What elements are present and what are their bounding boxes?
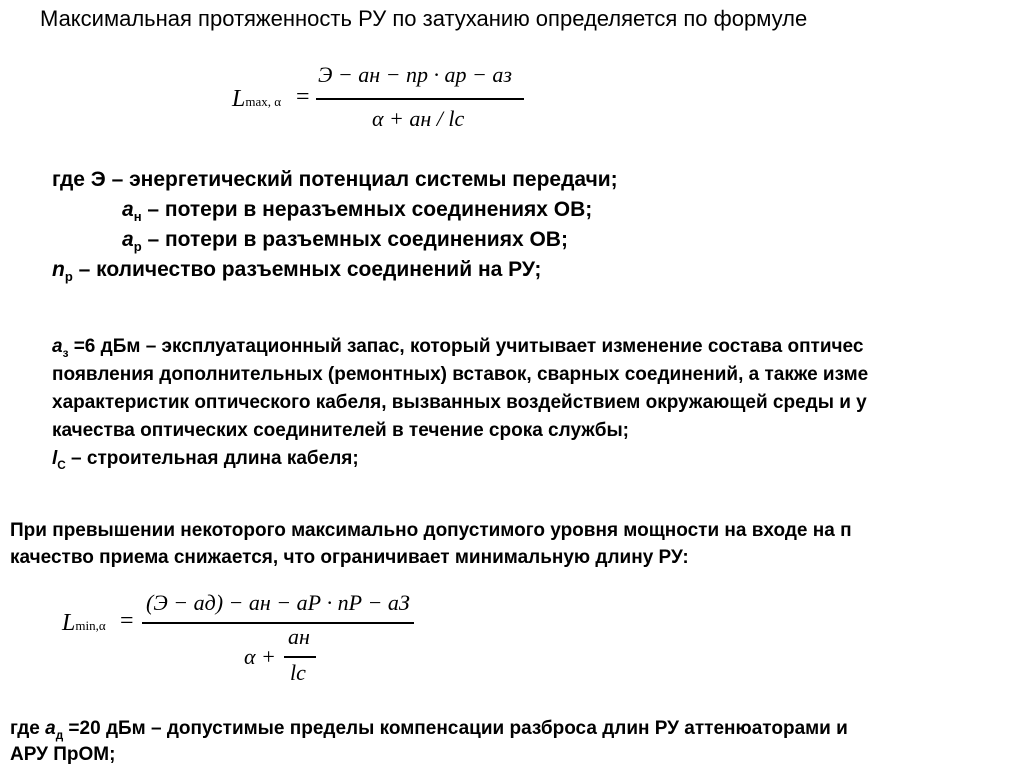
def-an [122, 198, 592, 224]
def-ap-symbol: а [122, 228, 134, 251]
lmin-numerator: (Э − aд) − aн − aР · nР − aЗ [146, 590, 410, 615]
lmax-fraction-bar [316, 98, 524, 100]
az-line-3: характеристик оптического кабеля, вызванных воздействием окружающей среды и у [52, 392, 867, 413]
lmin-lhs [62, 610, 106, 637]
lc-subscript: С [57, 458, 66, 472]
footer-prefix: где [10, 718, 46, 739]
lmin-subscript: min,α [75, 618, 106, 633]
lmin-equals: = [120, 608, 134, 634]
az-line-1-text: =6 дБм – эксплуатационный запас, который учитывает изменение состава оптичес [68, 336, 864, 357]
footer-line-2: АРУ ПрОМ; [10, 744, 116, 765]
def-ap-text: – потери в разъемных соединениях ОВ; [141, 228, 568, 251]
lmin-den-denominator: lc [290, 660, 306, 685]
footer-line-1 [10, 718, 848, 742]
def-np-symbol: n [52, 258, 65, 281]
slide-title: Максимальная протяженность РУ по затуханию определяется по формуле [40, 6, 808, 31]
min-para-line-2: качество приема снижается, что ограничивает минимальную длину РУ: [10, 547, 689, 568]
lmax-symbol: L [232, 86, 246, 112]
lmax-subscript: max, α [245, 94, 282, 109]
def-ap [122, 228, 568, 254]
lmax-equals: = [296, 84, 310, 110]
lmin-den-numerator: aн [288, 624, 310, 649]
lmin-den-plus: α + [244, 644, 276, 669]
az-line-1 [52, 336, 863, 360]
lc-symbol: l [52, 448, 58, 469]
lc-text: – строительная длина кабеля; [65, 448, 359, 469]
az-subscript: з [62, 346, 69, 360]
ad-subscript: д [55, 728, 64, 742]
az-symbol: а [52, 336, 63, 357]
lmin-inner-fraction-bar [284, 656, 316, 658]
lmin-symbol: L [62, 610, 76, 636]
lmin-fraction-bar [142, 622, 414, 624]
az-line-2: появления дополнительных (ремонтных) вставок, сварных соединений, а также изме [52, 364, 869, 385]
def-energy-potential: где Э – энергетический потенциал системы передачи; [52, 168, 618, 191]
lmax-denominator: α + aн / lс [372, 106, 465, 131]
def-ap-subscript: р [133, 239, 142, 255]
def-np [52, 258, 541, 284]
def-an-text: – потери в неразъемных соединениях ОВ; [141, 198, 593, 221]
lmax-lhs [232, 86, 281, 113]
lc-definition [52, 448, 359, 472]
footer-line-1-text: =20 дБм – допустимые пределы компенсации разброса длин РУ аттенюаторами и [63, 718, 848, 739]
lmax-numerator: Э − aн − nр · aр − aз [318, 62, 512, 87]
def-an-subscript: н [133, 209, 142, 225]
def-np-text: – количество разъемных соединений на РУ; [72, 258, 542, 281]
min-para-line-1: При превышении некоторого максимально допустимого уровня мощности на входе на п [10, 520, 852, 541]
ad-symbol: а [45, 718, 56, 739]
def-an-symbol: а [122, 198, 134, 221]
az-line-4: качества оптических соединителей в течение срока службы; [52, 420, 630, 441]
def-np-subscript: р [64, 269, 73, 285]
